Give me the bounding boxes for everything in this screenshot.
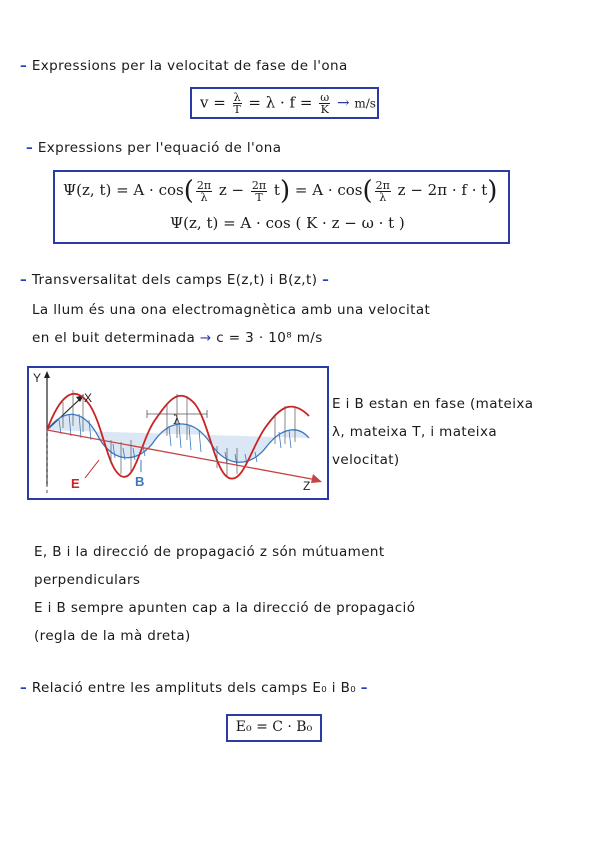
section1-heading-row [20, 58, 348, 74]
phase-velocity-formula-box [190, 87, 379, 119]
bullet-dash: – [20, 680, 28, 696]
fraction-omega-over-K: $\frac{\omega}{K}$ [320, 91, 330, 116]
section3-heading-row [20, 272, 329, 288]
section3-line2: en el buit determinada [32, 330, 196, 346]
section4-line2: perpendiculars [34, 572, 141, 588]
section3-line2-row [32, 330, 323, 346]
eq1-z: z − [218, 181, 245, 199]
z-axis-label: Z [303, 479, 311, 493]
fraction-lambda-over-T: $\frac{\lambda}{T}$ [233, 91, 241, 116]
e-field-wave [47, 394, 309, 479]
bullet-dash: – [26, 140, 34, 156]
z-arrowhead [311, 474, 322, 483]
e-label: E [71, 476, 80, 491]
arrow-icon: → [199, 330, 212, 346]
section4-line4: (regla de la mà dreta) [34, 628, 191, 644]
section4-line1: E, B i la direcció de propagació z són mútuament [34, 544, 385, 560]
eq1-t: t [273, 181, 280, 199]
side-note-line3: velocitat) [332, 452, 400, 468]
section2-heading-row [26, 140, 281, 156]
fraction-2pi-lambda-2: $\frac{2\pi}{\lambda}$ [375, 178, 390, 204]
paren-close-2: ) [487, 176, 498, 206]
bullet-dash-end: – [322, 272, 330, 288]
speed-of-light: c = 3 · 10⁸ m/s [216, 330, 323, 346]
section4-line3: E i B sempre apunten cap a la direcció de propagació [34, 600, 416, 616]
section3-line1: La llum és una ona electromagnètica amb una velocitat [32, 302, 431, 318]
y-arrowhead [44, 371, 50, 378]
bullet-dash: – [20, 272, 28, 288]
formula-v: v = [200, 93, 226, 112]
eq1-tail: z − 2π · f · t [397, 181, 488, 199]
wave-equation-line1 [63, 176, 497, 206]
fraction-2pi-lambda: $\frac{2\pi}{\lambda}$ [196, 178, 212, 204]
wave-equation-box [53, 170, 510, 244]
formula-middle: = λ · f = [248, 93, 313, 112]
eq1-lhs: Ψ(z, t) = A · cos [63, 181, 184, 199]
paren-open-2: ( [362, 176, 373, 206]
z-axis [47, 430, 317, 480]
wave-equation-line2: Ψ(z, t) = A · cos ( K · z − ω · t ) [170, 214, 405, 232]
em-wave-diagram [27, 366, 329, 500]
fraction-2pi-T: $\frac{2\pi}{T}$ [251, 178, 267, 204]
bullet-dash: – [20, 58, 28, 74]
side-note-line2: λ, mateixa T, i mateixa [332, 424, 498, 440]
b-label: B [135, 474, 145, 489]
section1-heading: Expressions per la velocitat de fase de l'ona [31, 58, 348, 74]
x-axis-label: X [84, 391, 93, 405]
em-wave-svg [29, 368, 327, 498]
formula-unit: m/s [354, 96, 376, 111]
eq1-mid: = A · cos [294, 181, 363, 199]
amplitude-formula: E₀ = C · B₀ [235, 719, 313, 735]
y-axis-label: Y [33, 371, 42, 385]
side-note-line1: E i B estan en fase (mateixa [332, 396, 534, 412]
paren-open: ( [183, 176, 194, 206]
phase-velocity-formula [200, 92, 376, 115]
bullet-dash-end: – [360, 680, 368, 696]
lambda-label: λ [173, 413, 181, 427]
section2-heading: Expressions per l'equació de l'ona [37, 140, 282, 156]
e-pointer [85, 460, 99, 478]
section3-heading: Transversalitat dels camps E(z,t) i B(z,t) [31, 272, 318, 288]
arrow-icon: → [336, 93, 350, 112]
section5-heading: Relació entre les amplituts dels camps E₀ i B₀ [31, 680, 357, 696]
section5-heading-row [20, 680, 368, 696]
amplitude-formula-box [226, 714, 322, 742]
paren-close: ) [279, 176, 291, 206]
